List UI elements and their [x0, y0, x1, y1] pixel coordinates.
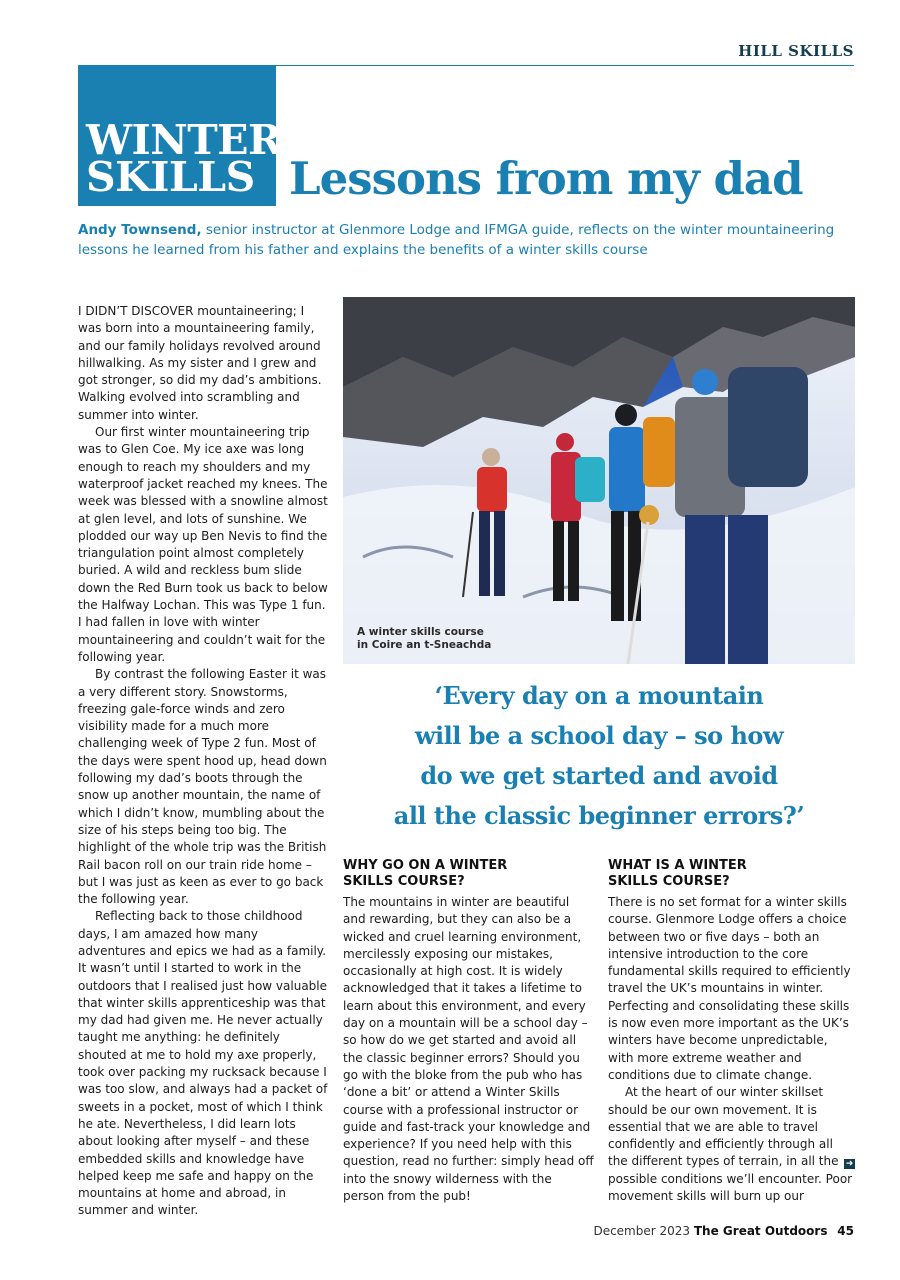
article-photo [343, 297, 855, 664]
body-column-2 [343, 858, 595, 1205]
body-paragraph: Reflecting back to those childhood days, I am amazed how many adventures and epics we had as a family. It wasn’t until I started to work in the outdoors that I realised just how valuable that winter skills apprenticeship was that my dad had given me. He never actually taught me anything: he definitely shouted at me to hold my axe properly, took over packing my rucksack because I was too slow, and always had a packet of sweets in a pocket, most of which I think he ate. Nevertheless, I did learn lots about looking after myself – and these embedded skills and knowledge have helped keep me safe and happy on the mountains at home and abroad, in summer and winter. [78, 909, 328, 1218]
body-paragraph: Our first winter mountaineering trip was to Glen Coe. My ice axe was long enough to reach my shoulders and my waterproof jacket reached my knees. The week was blessed with a snowline almost at glen level, and lots of sunshine. We plodded our way up Ben Nevis to find the triangulation point almost completely buried. A wild and reckless bum slide down the Red Burn took us back to below the Halfway Lochan. This was Type 1 fun. I had fallen in love with winter mountaineering and couldn’t wait for the following year. [78, 425, 328, 664]
subheading-why [343, 858, 595, 890]
pull-quote-line-4: all the classic beginner errors?’ [393, 801, 805, 830]
subheading-line-1: WHY GO ON A WINTER [343, 858, 508, 873]
pull-quote-line-1: ‘Every day on a mountain [434, 681, 764, 710]
standfirst-author: Andy Townsend, [78, 222, 202, 238]
body-paragraph: At the heart of our winter skillset should be our own movement. It is essential that we are able to travel confidently and efficiently through all the different types of terrain, in all the possible conditions we’ll encounter. Poor movement skills will burn up our [608, 1085, 853, 1204]
body-paragraph: There is no set format for a winter skills course. Glenmore Lodge offers a choice between two or five days – both an intensive introduction to the core fundamental skills required to efficiently travel the UK’s mountains in winter. Perfecting and consolidating these skills is now even more important as the UK’s winters have become unpredictable, with more extreme weather and conditions due to climate change. [608, 895, 851, 1082]
body-column-3 [608, 858, 856, 1205]
footer-magazine: The Great Outdoors [693, 1224, 828, 1238]
photo-illustration [343, 297, 855, 664]
standfirst-text: senior instructor at Glenmore Lodge and IFMGA guide, reflects on the winter mountaineering lessons he learned from his father and explains the benefits of a winter skills course [78, 222, 835, 258]
caption-line-2: in Coire an t-Sneachda [357, 639, 492, 651]
page-footer [593, 1224, 854, 1238]
body-paragraph: I DIDN’T DISCOVER mountaineering; I was born into a mountaineering family, and our family holidays revolved around hillwalking. As my sister and I grew and got stronger, so did my dad’s ambitions. Walking evolved into scrambling and summer into winter. [78, 304, 322, 422]
pull-quote-line-3: do we get started and avoid [420, 761, 778, 790]
kicker-line-1: WINTER [86, 116, 282, 164]
caption-line-1: A winter skills course [357, 626, 484, 638]
pull-quote [343, 676, 855, 836]
kicker-line-2: SKILLS [86, 153, 255, 201]
kicker [86, 116, 282, 201]
footer-date: December 2023 [593, 1224, 691, 1238]
body-paragraph: The mountains in winter are beautiful and rewarding, but they can also be a wicked and cruel learning environment, mercilessly exposing our mistakes, occasionally at high cost. It is widely acknowledged that it takes a lifetime to learn about this environment, and every day on a mountain will be a school day – so how do we get started and avoid all the classic beginner errors? Should you go with the bloke from the pub who has ‘done a bit’ or attend a Winter Skills course with a professional instructor or guide and fast-track your knowledge and experience? If you need help with this question, read no further: simply head off into the snowy wilderness with the person from the pub! [343, 895, 594, 1204]
body-paragraph: By contrast the following Easter it was a very different story. Snowstorms, freezing gale-force winds and zero visibility made for a much more challenging week of Type 2 fun. Most of the days were spent hood up, head down following my dad’s boots through the snow up another mountain, the name of which I didn’t know, mumbling about the size of his steps being too big. The highlight of the whole trip was the British Rail bacon roll on our train ride home – but I was just as keen as ever to go back the following year. [78, 667, 327, 907]
pull-quote-line-2: will be a school day – so how [414, 721, 784, 750]
subheading-what [608, 858, 856, 890]
headline: Lessons from my dad [289, 152, 803, 205]
subheading-line-2: SKILLS COURSE? [608, 874, 730, 889]
standfirst [78, 220, 878, 260]
arrow-right-box-icon: ➜ [845, 1159, 854, 1169]
subheading-line-1: WHAT IS A WINTER [608, 858, 747, 873]
page-number: 45 [837, 1224, 854, 1238]
section-tag: HILL SKILLS [738, 42, 854, 60]
photo-caption [357, 626, 491, 652]
subheading-line-2: SKILLS COURSE? [343, 874, 465, 889]
body-column-1 [78, 303, 328, 1220]
